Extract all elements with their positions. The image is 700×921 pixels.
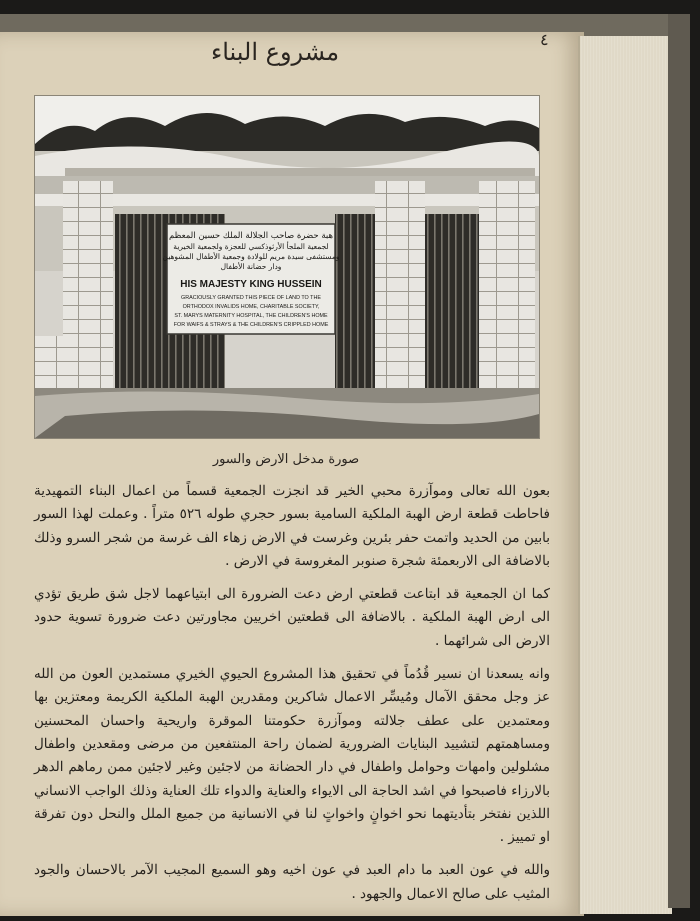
- paragraph: والله في عون العبد ما دام العبد في عون اخيه وهو السميع المجيب الآمر بالاحسان والجود المثيب على صالح الاعمال والجهود .: [34, 862, 550, 902]
- photo-scene: [35, 96, 539, 438]
- book-cover-edge: [668, 14, 690, 908]
- paragraph: بعون الله تعالى وموآزرة محبي الخير قد انجزت الجمعية قسماً من اعمال البناء التمهيدية فاحاطت قطعة ارض الهبة الملكية السامية بسور حجري طوله ٥٢٦ متراً . وعملت لهذا السور بابين من الحديد واتمت حفر بئرين وغرست في الارض زهاء الف غرسة من شجر السرو وذلك بالاضافة الى الاربعمئة شجرة صنوبر المغروسة في الارض .: [34, 483, 550, 569]
- sign-english-line-2: ORTHODOX INVALIDS HOME, CHARITABLE SOCIETY,: [182, 304, 320, 310]
- paragraph: وانه يسعدنا ان نسير قُدُماً في تحقيق هذا المشروع الحيوي الخيري مستمدين العون من الله عز وجل محقق الآمال ومُيسِّر الاعمال شاكرين ومقدرين الهبة الملكية الكريمة ومعتزين بها ومعتمدين على عطف جلالته وموآزرة حكومتنا الموقرة واريحية واحسان المحسنين ومساهمتهم لتشييد البنايات الضرورية لضمان راحة المنتفعين من مرضى ومقعدين واطفال مشلولين وامهات وحوامل واطفال في دار الحضانة من لاجئين وغير لاجئين ممن رماهم الدهر بالارزاء فاصبحوا في اشد الحاجة الى الايواء والعناية والدواء تلك العناية وذلك الواجب الانساني اللذين نفتخر بتأديتهما نحو اخوانٍ واخواتٍ لنا في الانسانية من جميع الملل والنحل دون تفرقة او تمييز .: [34, 666, 550, 846]
- sign-english-line-4: FOR WAIFS & STRAYS & THE CHILDREN'S CRIPPLED HOME: [173, 322, 329, 328]
- sign-english-line-1: GRACIOUSLY GRANTED THIS PIECE OF LAND TO THE: [181, 295, 321, 301]
- page-number: ٤: [540, 30, 549, 49]
- sign-arabic-line-3: ومستشفى سيدة مريم للولادة وجمعية الأطفال المشوهين: [162, 252, 340, 261]
- photo-caption: صورة مدخل الارض والسور: [212, 452, 360, 467]
- sign-english-line-3: ST. MARYS MATERNITY HOSPITAL, THE CHILDREN'S HOME: [174, 313, 328, 319]
- page-edges: [578, 36, 672, 914]
- sign-title: HIS MAJESTY KING HUSSEIN: [180, 279, 322, 290]
- body-text: [34, 480, 550, 916]
- entrance-photo: [34, 95, 540, 439]
- paragraph: كما ان الجمعية قد ابتاعت قطعتي ارض دعت الضرورة الى ابتياعهما لاجل شق طريق تؤدي الى ارض الهبة الملكية . بالاضافة الى قطعتين اخريين مجاورتين دعت ضرورة تسوية حدود الارض الى شرائهما .: [34, 586, 550, 649]
- sign-arabic-line-2: لجمعية الملجأ الأرثوذكسي للعجزة ولجمعية الخيرية: [173, 242, 329, 251]
- sign-arabic-line-1: هبة حضرة صاحب الجلالة الملك حسين المعظم: [169, 231, 333, 241]
- sign-arabic-line-4: ودار حضانة الأطفال: [220, 262, 282, 271]
- page-title: مشروع البناء: [210, 38, 340, 66]
